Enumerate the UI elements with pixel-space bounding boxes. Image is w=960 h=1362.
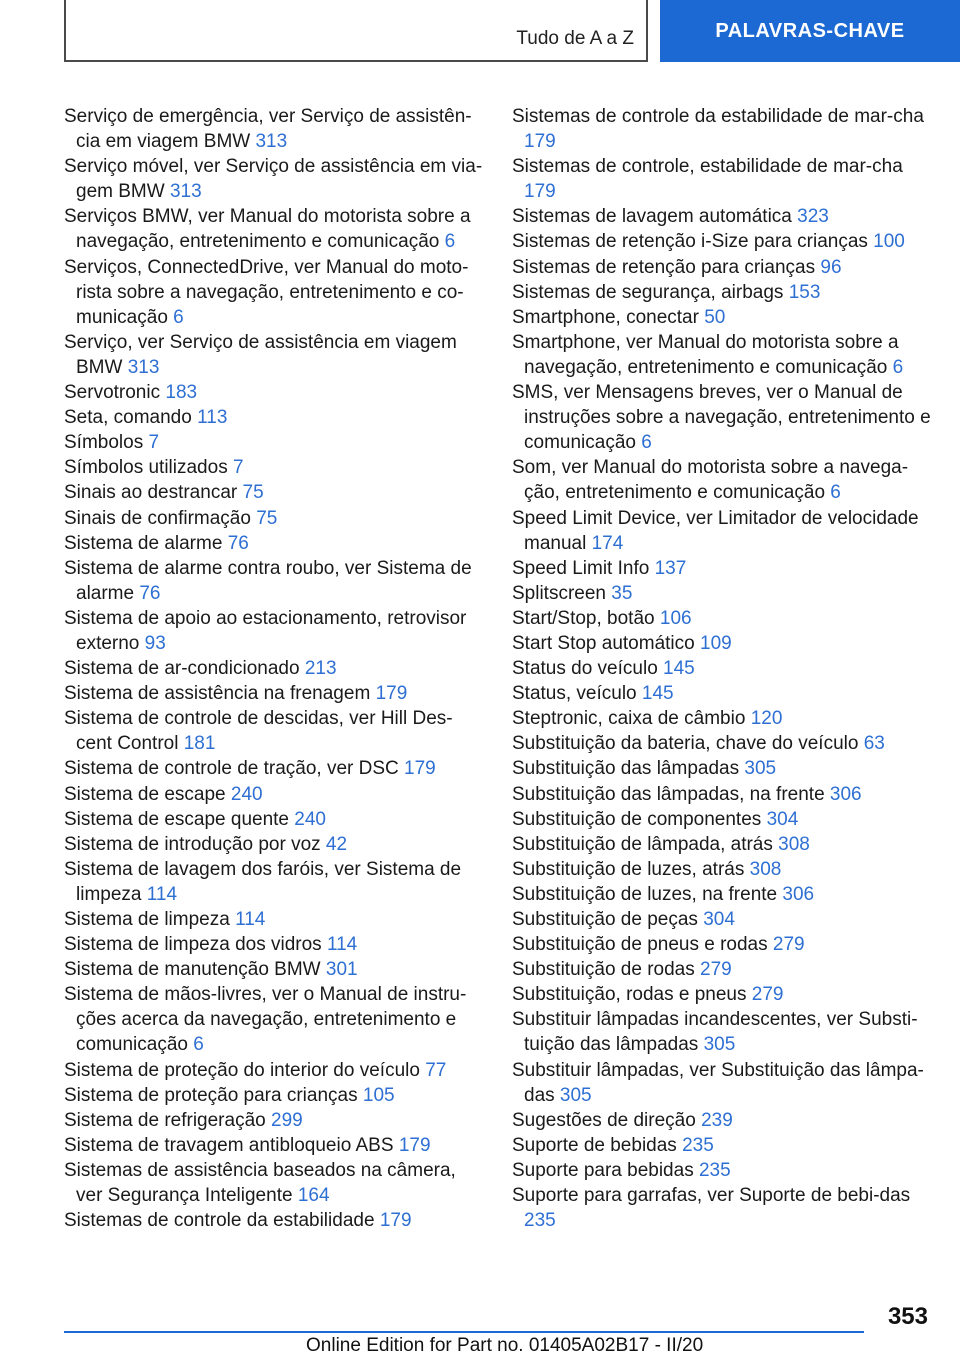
index-entry — [512, 907, 932, 932]
index-term: Substituição das lâmpadas, na frente — [512, 783, 825, 805]
index-term: Suporte para bebidas — [512, 1159, 694, 1181]
index-term: Símbolos utilizados — [64, 457, 228, 479]
index-term: Substituição das lâmpadas — [512, 758, 740, 780]
index-term: Start/Stop, botão — [512, 607, 655, 629]
index-term: Sistemas de retenção i-Size para crianças — [512, 231, 868, 253]
page-link[interactable]: 235 — [682, 1134, 714, 1156]
page-link[interactable]: 164 — [297, 1185, 330, 1207]
index-term: Sistema de escape quente — [64, 808, 289, 830]
page-link[interactable]: 179 — [398, 1134, 431, 1156]
index-term: Sistema de alarme contra roubo, ver Sistema de alarme — [64, 557, 472, 604]
footer-edition-text: Online Edition for Part no. 01405A02B17 - II/20 — [306, 1335, 704, 1356]
index-term: Seta, comando — [64, 407, 192, 429]
index-entry — [512, 1058, 932, 1108]
index-entry — [64, 1058, 486, 1083]
index-term: Substituição de rodas — [512, 959, 695, 981]
index-term: Splitscreen — [512, 582, 606, 604]
index-entry — [512, 706, 932, 731]
page-link[interactable]: 304 — [703, 909, 735, 930]
index-entry — [64, 506, 486, 531]
header-section-title: Tudo de A a Z — [516, 28, 634, 49]
index-entry — [512, 782, 932, 807]
index-term: Substituição de componentes — [512, 808, 762, 830]
page-link[interactable]: 7 — [232, 457, 244, 479]
index-entry — [512, 229, 932, 254]
index-entry — [512, 305, 932, 330]
index-term: Sinais de confirmação — [64, 507, 251, 529]
index-term: Smartphone, conectar — [512, 306, 699, 328]
page-link[interactable]: 239 — [701, 1109, 733, 1131]
page-link[interactable]: 7 — [148, 432, 160, 454]
page-link[interactable]: 313 — [169, 181, 202, 203]
page-link[interactable]: 308 — [749, 858, 782, 880]
index-entry — [64, 982, 486, 1057]
index-entry — [512, 857, 932, 882]
page-link[interactable]: 114 — [326, 934, 358, 956]
page-link[interactable]: 279 — [772, 934, 805, 956]
page-link[interactable]: 304 — [766, 808, 799, 830]
index-term: Serviço, ver Serviço de assistência em viagem BMW — [64, 331, 457, 378]
index-entry — [512, 330, 932, 380]
index-entry — [64, 606, 486, 656]
index-entry — [512, 1183, 932, 1233]
page-link[interactable]: 6 — [641, 432, 652, 454]
index-term: Serviço de emergência, ver Serviço de assistên-cia em viagem BMW — [64, 106, 472, 153]
index-term: Sistema de refrigeração — [64, 1109, 266, 1131]
index-term: Substituição da bateria, chave do veículo — [512, 733, 859, 755]
page-link[interactable]: 306 — [829, 783, 862, 805]
page-link[interactable]: 235 — [524, 1210, 556, 1232]
page-link[interactable]: 179 — [524, 131, 556, 153]
index-term: Status do veículo — [512, 658, 658, 680]
index-term: Sistemas de retenção para crianças — [512, 256, 816, 278]
page-link[interactable]: 279 — [751, 984, 784, 1006]
page-link[interactable]: 35 — [611, 582, 633, 604]
index-entry — [64, 957, 486, 982]
index-entry — [64, 556, 486, 606]
page-link[interactable]: 6 — [830, 482, 841, 504]
index-entry — [512, 756, 932, 781]
index-term: Sistema de alarme — [64, 532, 223, 554]
index-term: Suporte para garrafas, ver Suporte de bebi-das — [512, 1185, 911, 1207]
header-section-box — [64, 0, 648, 62]
page-link[interactable]: 6 — [193, 1034, 204, 1056]
page-link[interactable]: 179 — [379, 1210, 412, 1232]
index-term: Speed Limit Device, ver Limitador de velocidade manual — [512, 507, 919, 554]
index-entry — [512, 380, 932, 455]
index-term: Serviços, ConnectedDrive, ver Manual do moto-rista sobre a navegação, entretenimento e co-municação — [64, 256, 469, 328]
index-term: SMS, ver Mensagens breves, ver o Manual de instruções sobre a navegação, entretenimento e comunicação — [512, 382, 931, 454]
index-term: Sistema de limpeza — [64, 909, 230, 930]
page-link[interactable]: 145 — [663, 658, 695, 680]
index-term: Sistemas de controle da estabilidade de mar-cha — [512, 106, 924, 127]
index-entry — [64, 706, 486, 756]
page-link[interactable]: 114 — [235, 909, 266, 930]
index-entry — [64, 531, 486, 556]
page-link[interactable]: 213 — [304, 658, 337, 680]
index-term: Sistema de controle de descidas, ver Hill Des-cent Control — [64, 708, 453, 755]
page-link[interactable]: 179 — [404, 758, 436, 780]
index-entry — [64, 1133, 486, 1158]
index-term: Sistema de proteção para crianças — [64, 1084, 358, 1106]
page-link[interactable]: 301 — [325, 959, 358, 981]
index-entry — [64, 807, 486, 832]
index-entry — [512, 255, 932, 280]
index-entry — [512, 1158, 932, 1183]
page-link[interactable]: 100 — [873, 231, 905, 253]
page-link[interactable]: 96 — [820, 256, 842, 278]
page-link[interactable]: 174 — [591, 532, 624, 554]
index-entry — [512, 506, 932, 556]
index-entry — [512, 455, 932, 505]
index-entry — [512, 656, 932, 681]
index-entry — [512, 154, 932, 204]
index-entry — [64, 932, 486, 957]
footer-divider — [64, 1331, 864, 1333]
page-link[interactable]: 235 — [698, 1159, 731, 1181]
index-entry — [512, 204, 932, 229]
page-link[interactable]: 299 — [271, 1109, 303, 1131]
header-tab-label: PALAVRAS-CHAVE — [715, 19, 905, 42]
index-term: Símbolos — [64, 432, 144, 454]
index-term: Sistemas de assistência baseados na câmera, ver Segurança Inteligente — [64, 1159, 456, 1207]
index-entry — [64, 832, 486, 857]
index-entry — [512, 606, 932, 631]
page-link[interactable]: 145 — [641, 683, 674, 705]
page-link[interactable]: 120 — [750, 708, 783, 730]
index-entry — [512, 882, 932, 907]
index-term: Sistemas de lavagem automática — [512, 206, 792, 228]
page-link[interactable]: 313 — [255, 131, 288, 153]
index-entry — [512, 556, 932, 581]
page-link[interactable]: 75 — [242, 482, 264, 504]
index-term: Sistema de escape — [64, 783, 226, 805]
index-term: Substituição, rodas e pneus — [512, 984, 747, 1006]
page-link[interactable]: 305 — [703, 1034, 736, 1056]
index-entry — [512, 581, 932, 606]
index-term: Sinais ao destrancar — [64, 482, 238, 504]
page-link[interactable]: 181 — [183, 733, 216, 755]
index-term: Sistema de introdução por voz — [64, 833, 321, 855]
index-entry — [512, 731, 932, 756]
index-entry — [64, 1083, 486, 1108]
page-link[interactable]: 240 — [294, 808, 326, 830]
index-term: Speed Limit Info — [512, 557, 650, 579]
index-entry — [512, 1007, 932, 1057]
index-entry — [64, 480, 486, 505]
index-entry — [512, 932, 932, 957]
index-entry — [64, 1208, 486, 1233]
page-link[interactable]: 179 — [375, 683, 408, 705]
page-link[interactable]: 113 — [197, 407, 228, 429]
index-term: Sistema de mãos-livres, ver o Manual de instru-ções acerca da navegação, entretenimento e comunicação — [64, 984, 467, 1056]
index-entry — [64, 405, 486, 430]
index-term: Substituir lâmpadas incandescentes, ver Substi-tuição das lâmpadas — [512, 1009, 918, 1056]
index-term: Sistema de assistência na frenagem — [64, 683, 371, 705]
page-link[interactable]: 6 — [444, 231, 456, 253]
index-term: Sistemas de segurança, airbags — [512, 281, 784, 303]
index-term: Smartphone, ver Manual do motorista sobre a navegação, entretenimento e comunicação — [512, 331, 899, 378]
index-term: Sistema de ar-condicionado — [64, 658, 300, 680]
header-tab-keywords[interactable] — [660, 0, 960, 62]
page-link[interactable]: 6 — [892, 356, 904, 378]
page-link[interactable]: 106 — [659, 607, 692, 629]
page-link[interactable]: 308 — [778, 833, 810, 855]
page-link[interactable]: 323 — [797, 206, 829, 228]
index-term: Substituição de luzes, na frente — [512, 883, 778, 905]
index-term: Sistema de manutenção BMW — [64, 959, 321, 981]
index-entry — [64, 204, 486, 254]
index-entry — [64, 1108, 486, 1133]
index-entry — [512, 807, 932, 832]
index-entry — [64, 857, 486, 907]
page-link[interactable]: 105 — [362, 1084, 395, 1106]
page-link[interactable]: 75 — [256, 507, 278, 529]
index-entry — [512, 631, 932, 656]
index-term: Suporte de bebidas — [512, 1134, 677, 1156]
index-term: Steptronic, caixa de câmbio — [512, 708, 746, 730]
page-link[interactable]: 6 — [173, 306, 184, 328]
index-entry — [64, 255, 486, 330]
index-entry — [512, 104, 932, 154]
index-entry — [64, 430, 486, 455]
index-entry — [64, 756, 486, 781]
index-entry — [512, 957, 932, 982]
page-link[interactable]: 109 — [700, 632, 732, 654]
index-entry — [64, 330, 486, 380]
index-term: Serviços BMW, ver Manual do motorista sobre a navegação, entretenimento e comunicação — [64, 206, 471, 253]
page-link[interactable]: 76 — [139, 582, 161, 604]
index-term: Sistema de apoio ao estacionamento, retrovisor externo — [64, 607, 467, 654]
index-term: Sistema de limpeza dos vidros — [64, 934, 322, 956]
index-entry — [512, 1108, 932, 1133]
index-term: Substituição de luzes, atrás — [512, 858, 745, 880]
page-link[interactable]: 50 — [704, 306, 726, 328]
index-term: Sistema de travagem antibloqueio ABS — [64, 1134, 394, 1156]
index-entry — [512, 1133, 932, 1158]
index-term: Sistema de controle de tração, ver DSC — [64, 758, 399, 780]
index-term: Sistemas de controle da estabilidade — [64, 1210, 375, 1232]
index-entry — [512, 832, 932, 857]
index-term: Start Stop automático — [512, 632, 695, 654]
index-entry — [64, 154, 486, 204]
page-link[interactable]: 183 — [165, 382, 198, 404]
index-entry — [64, 1158, 486, 1208]
index-term: Status, veículo — [512, 683, 637, 705]
index-entry — [64, 455, 486, 480]
index-term: Substituir lâmpadas, ver Substituição das lâmpa-das — [512, 1059, 924, 1106]
index-term: Som, ver Manual do motorista sobre a navega-ção, entretenimento e comunicação — [512, 457, 909, 504]
page-link[interactable]: 313 — [127, 356, 160, 378]
index-entry — [64, 656, 486, 681]
index-entry — [64, 380, 486, 405]
page-link[interactable]: 240 — [230, 783, 263, 805]
index-entry — [64, 907, 486, 932]
index-term: Substituição de pneus e rodas — [512, 934, 768, 956]
index-term: Substituição de lâmpada, atrás — [512, 833, 773, 855]
page-link[interactable]: 279 — [700, 959, 732, 981]
page-link[interactable]: 42 — [325, 833, 348, 855]
page-link[interactable]: 93 — [144, 632, 166, 654]
index-term: Servotronic — [64, 382, 161, 404]
page-link[interactable]: 153 — [788, 281, 821, 303]
index-entry — [512, 982, 932, 1007]
page-link[interactable]: 63 — [863, 733, 885, 755]
page-link[interactable]: 305 — [744, 758, 777, 780]
page-link[interactable]: 179 — [524, 181, 556, 203]
page-link[interactable]: 306 — [782, 883, 815, 905]
page-link[interactable]: 137 — [654, 557, 687, 579]
index-entry — [512, 681, 932, 706]
index-column-right — [512, 104, 932, 1233]
index-entry — [64, 104, 486, 154]
index-entry — [512, 280, 932, 305]
page-number: 353 — [887, 1303, 928, 1330]
index-term: Serviço móvel, ver Serviço de assistência em via-gem BMW — [64, 156, 483, 203]
index-column-left — [64, 104, 486, 1233]
page-link[interactable]: 77 — [425, 1059, 447, 1081]
index-term: Sistemas de controle, estabilidade de mar-cha — [512, 156, 903, 178]
page-link[interactable]: 76 — [227, 532, 249, 554]
index-term: Substituição de peças — [512, 909, 698, 930]
index-entry — [64, 681, 486, 706]
index-term: Sistema de proteção do interior do veículo — [64, 1059, 420, 1081]
index-term: Sistema de lavagem dos faróis, ver Sistema de limpeza — [64, 858, 462, 905]
page-link[interactable]: 114 — [146, 883, 178, 905]
index-term: Sugestões de direção — [512, 1109, 696, 1131]
page-link[interactable]: 305 — [559, 1084, 592, 1106]
index-entry — [64, 782, 486, 807]
